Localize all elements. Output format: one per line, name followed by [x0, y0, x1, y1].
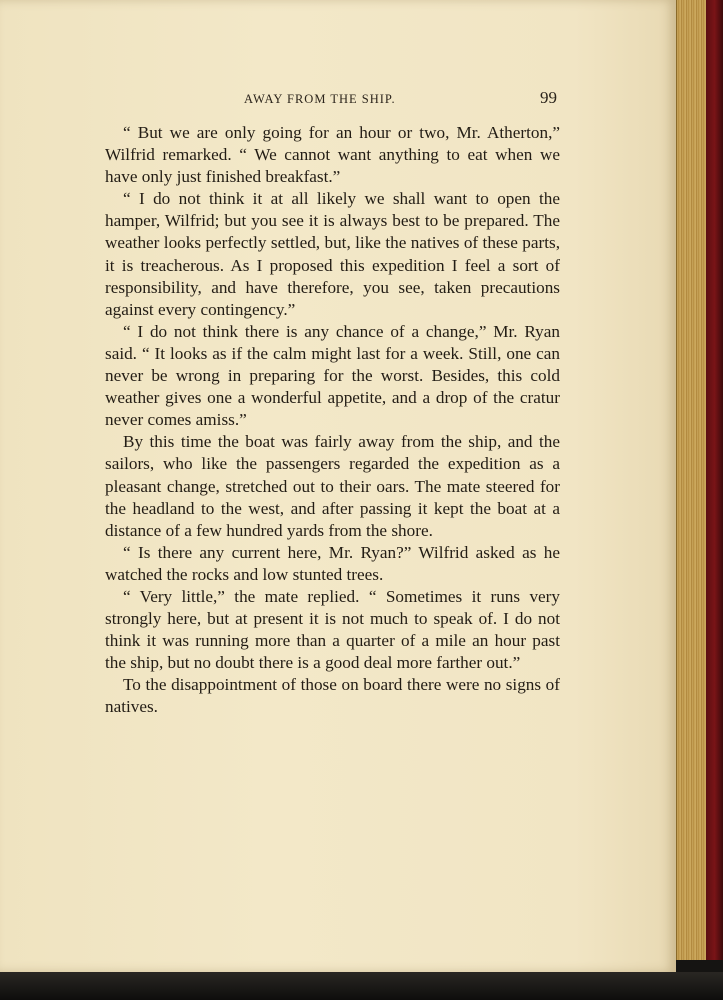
paragraph: “ I do not think there is any chance of a change,” Mr. Ryan said. “ It looks as if the calm might last for a week. Still, one can never be wrong in preparing for the worst. Besides, this cold weather gives one a wonderful appetite, and a drop of the cratur never comes amiss.”: [105, 321, 560, 430]
paragraph: “ I do not think it at all likely we shall want to open the hamper, Wilfrid; but you see it is always best to be prepared. The weather looks perfectly settled, but, like the natives of these parts, it is treacherous. As I proposed this expedition I feel a sort of responsibility, and have therefore, you see, taken precautions against every contingency.”: [105, 189, 560, 319]
body-text: [105, 122, 560, 719]
paragraph: To the disappointment of those on board there were no signs of natives.: [105, 675, 560, 717]
paragraph: “ Very little,” the mate replied. “ Sometimes it runs very strongly here, but at present it is not much to speak of. I do not think it was running more than a quarter of a mile an hour past the ship, but no doubt there is a good deal more farther out.”: [105, 586, 560, 673]
running-head: AWAY FROM THE SHIP.: [244, 92, 396, 106]
page-edges: [676, 0, 709, 960]
scan-background: [0, 972, 723, 1000]
paragraph: By this time the boat was fairly away from the ship, and the sailors, who like the passengers regarded the expedition as a pleasant change, stretched out to their oars. The mate steered for the headland to the west, and after passing it kept the boat at a distance of a few hundred yards from the shore.: [105, 432, 560, 540]
book-cover-edge: [706, 0, 723, 960]
paragraph: “ Is there any current here, Mr. Ryan?” Wilfrid asked as he watched the rocks and low stunted trees.: [105, 542, 560, 584]
page-number: 99: [540, 88, 557, 107]
page-header: [0, 88, 676, 112]
paragraph: “ But we are only going for an hour or two, Mr. Atherton,” Wilfrid remarked. “ We cannot want anything to eat when we have only just finished breakfast.”: [105, 123, 560, 187]
